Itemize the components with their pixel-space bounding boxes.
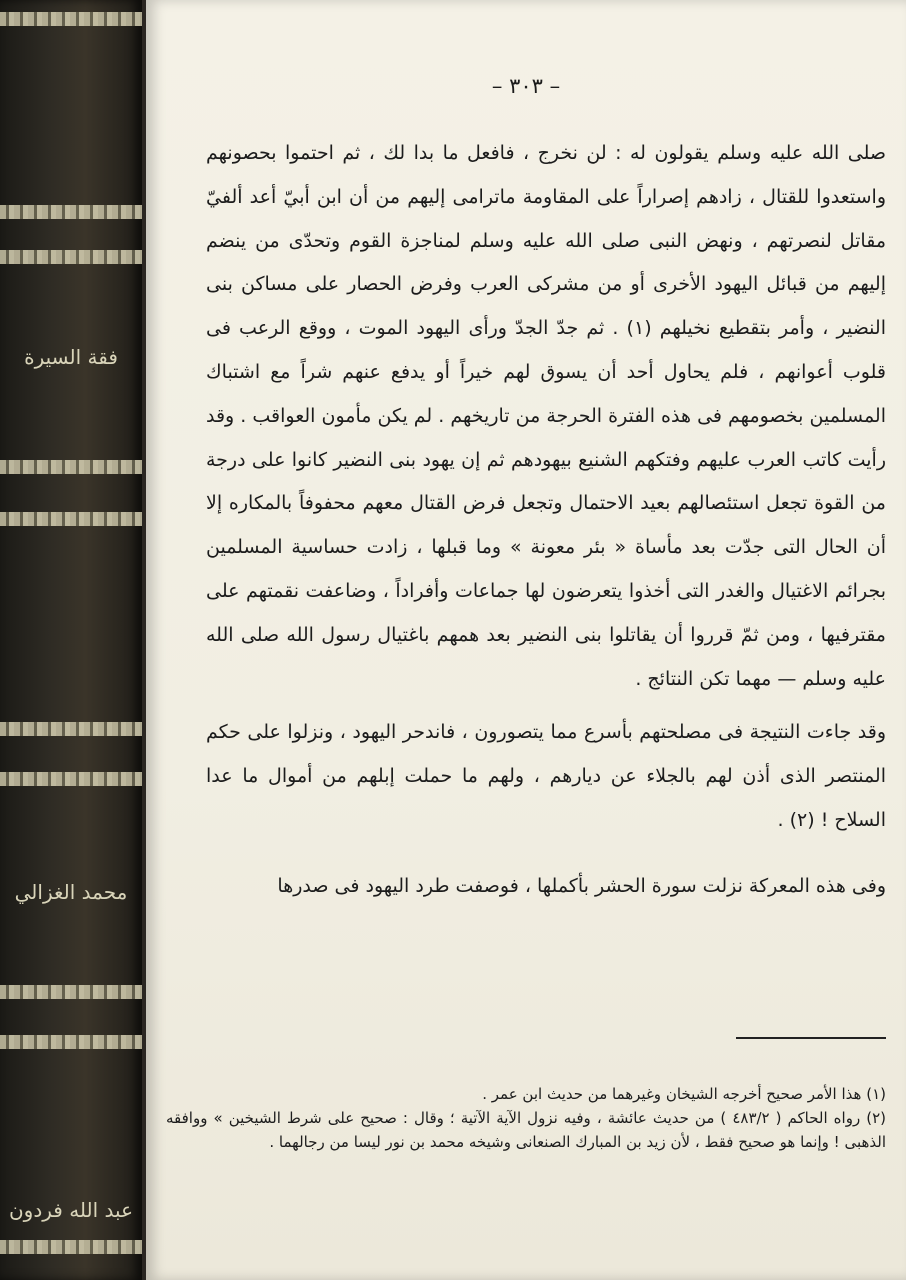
- spine-ornament-band: [0, 772, 142, 786]
- footnote-divider: [736, 1037, 886, 1039]
- footnote: (١) هذا الأمر صحيح أخرجه الشيخان وغيرهما من حديث ابن عمر .: [482, 1085, 886, 1103]
- spine-ornament-band: [0, 722, 142, 736]
- spine-ornament-band: [0, 985, 142, 999]
- spine-ornament-band: [0, 205, 142, 219]
- paragraph: وقد جاءت النتيجة فى مصلحتهم بأسرع مما يتصورون ، فاندحر اليهود ، ونزلوا على حكم المنتصر الذى أذن لهم بالجلاء عن ديارهم ، ولهم ما حملت إبلهم من أموال ما عدا السلاح ! (٢) .: [206, 721, 886, 831]
- paragraph: وفى هذه المعركة نزلت سورة الحشر بأكملها ، فوصفت طرد اليهود فى صدرها: [277, 874, 886, 897]
- body-text: [206, 132, 886, 909]
- spine-ornament-band: [0, 460, 142, 474]
- spine-ornament-band: [0, 512, 142, 526]
- spine-ornament-band: [0, 12, 142, 26]
- spine-publisher: عبد الله فردون: [8, 1198, 134, 1222]
- book-page: [146, 0, 906, 1280]
- paragraph: صلى الله عليه وسلم يقولون له : لن نخرج ، فافعل ما بدا لك ، ثم احتموا بحصونهم واستعدوا للقتال ، زادهم إصراراً على المقاومة ماترامى إليهم من أن ابن أبيّ أعد ألفيّ مقاتل لنصرتهم ، ونهض النبى صلى الله عليه وسلم لمناجزة القوم وتحدّى من ينضم إليهم من قبائل اليهود الأخرى أو من مشركى العرب وفرض الحصار على مساكن بنى النضير ، وأمر بتقطيع نخيلهم (١) . ثم جدّ الجدّ ورأى اليهود الموت ، ووقع الرعب فى قلوب أعوانهم ، فلم يحاول أحد أن يسوق لهم خيراً أو يدفع عنهم شراً مع اشتباك المسلمين بخصومهم فى هذه الفترة الحرجة من تاريخهم . لم يكن مأمون العواقب . وقد رأيت كاتب العرب عليهم وفتكهم الشنيع بيهودهم ثم إن يهود بنى النضير كانوا على درجة من القوة تجعل استئصالهم بعيد الاحتمال وتجعل فرض القتال معهم محفوفاً بالمكاره إلا أن الحال التى جدّت بعد مأساة « بئر معونة » وما قبلها ، زادت حساسية المسلمين بجرائم الاغتيال والغدر التى أخذوا يتعرضون لها جماعات وأفراداً ، وضاعفت نقمتهم على مقترفيها ، ومن ثمّ قرروا أن يقاتلوا بنى النضير بعد همهم باغتيال رسول الله صلى الله عليه وسلم — مهما تكن النتائج .: [206, 142, 886, 690]
- spine-ornament-band: [0, 250, 142, 264]
- page-number: – ٣٠٣ –: [491, 74, 561, 98]
- spine-ornament-band: [0, 1035, 142, 1049]
- spine-ornament-band: [0, 1240, 142, 1254]
- book-spine: [0, 0, 142, 1280]
- spine-author: محمد الغزالي: [14, 880, 128, 904]
- spine-title: فقة السيرة: [24, 345, 118, 369]
- footnote: (٢) رواه الحاكم ( ٤٨٣/٢ ) من حديث عائشة ، وفيه نزول الآية الآتية ؛ وقال : صحيح على شرط الشيخين » ووافقه الذهبى ! وإنما هو صحيح فقط ، لأن زيد بن المبارك الصنعانى وشيخه محمد بن نور ليسا من رجالهما .: [166, 1109, 887, 1151]
- footnotes: [166, 1082, 886, 1154]
